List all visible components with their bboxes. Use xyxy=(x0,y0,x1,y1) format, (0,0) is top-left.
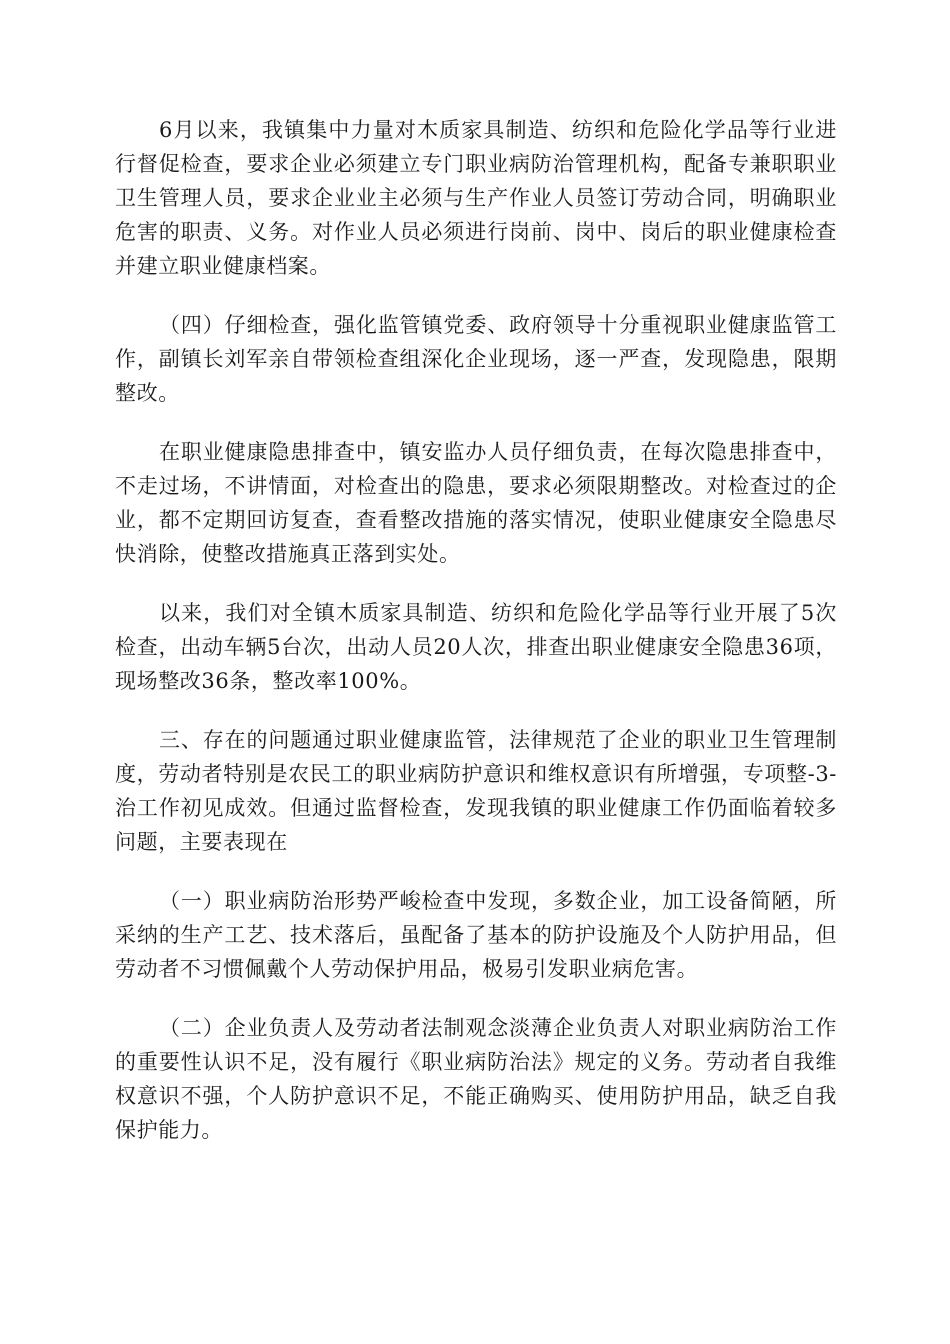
paragraph-hazard-check: 在职业健康隐患排查中，镇安监办人员仔细负责，在每次隐患排查中，不走过场，不讲情面，对检查出的隐患，要求必须限期整改。对检查过的企业，都不定期回访复查，查看整改措施的落实情况，使职业健康安全隐患尽快消除，使整改措施真正落到实处。 xyxy=(115,440,837,566)
paragraph-problems-heading: 三、存在的问题通过职业健康监管，法律规范了企业的职业卫生管理制度，劳动者特别是农民工的职业病防护意识和维权意识有所增强，专项整-3-治工作初见成效。但通过监督检查，发现我镇的职业健康工作仍面临着较多问题，主要表现在 xyxy=(115,728,837,854)
paragraph-inspection-intro: 6月以来，我镇集中力量对木质家具制造、纺织和危险化学品等行业进行督促检查，要求企业必须建立专门职业病防治管理机构，配备专兼职职业卫生管理人员，要求企业业主必须与生产作业人员签订劳动合同，明确职业危害的职责、义务。对作业人员必须进行岗前、岗中、岗后的职业健康检查并建立职业健康档案。 xyxy=(115,118,837,278)
paragraph-problem-1: （一）职业病防治形势严峻检查中发现，多数企业，加工设备简陋，所采纳的生产工艺、技术落后，虽配备了基本的防护设施及个人防护用品，但劳动者不习惯佩戴个人劳动保护用品，极易引发职业病危害。 xyxy=(115,889,837,981)
paragraph-statistics: 以来，我们对全镇木质家具制造、纺织和危险化学品等行业开展了5次检查，出动车辆5台次，出动人员20人次，排查出职业健康安全隐患36项，现场整改36条，整改率100%。 xyxy=(115,601,837,693)
paragraph-section-4: （四）仔细检查，强化监管镇党委、政府领导十分重视职业健康监管工作，副镇长刘军亲自带领检查组深化企业现场，逐一严查，发现隐患，限期整改。 xyxy=(115,313,837,405)
paragraph-problem-2: （二）企业负责人及劳动者法制观念淡薄企业负责人对职业病防治工作的重要性认识不足，没有履行《职业病防治法》规定的义务。劳动者自我维权意识不强，个人防护意识不足，不能正确购买、使用防护用品，缺乏自我保护能力。 xyxy=(115,1016,837,1142)
document-body xyxy=(115,113,837,1172)
